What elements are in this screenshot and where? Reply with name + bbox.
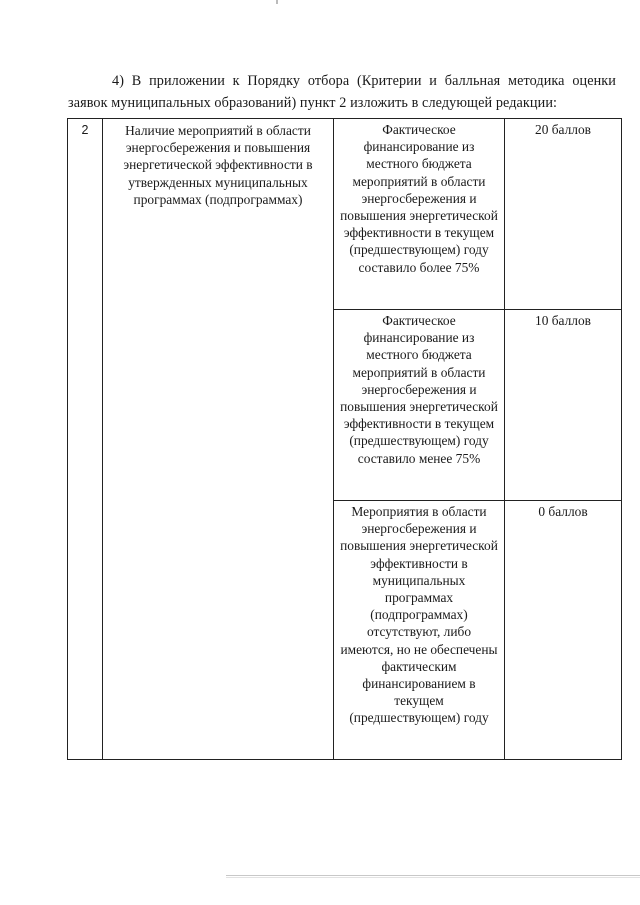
item-number-cell <box>68 119 103 760</box>
points-cell <box>505 310 622 501</box>
criterion-cell <box>103 119 334 760</box>
condition-text: Фактическое финансирование из местного бюджета мероприятий в области энергосбережения и повышения энергетической эффективности в текущем (предшествующем) году составило менее 75% <box>340 313 498 466</box>
condition-cell <box>334 310 505 501</box>
table-row <box>68 119 622 310</box>
condition-cell <box>334 119 505 310</box>
page-edge-line <box>226 877 640 878</box>
intro-paragraph: 4) В приложении к Порядку отбора (Критерии и балльная методика оценки заявок муниципальных образований) пункт 2 изложить в следующей редакции: <box>68 73 616 112</box>
condition-text: Мероприятия в области энергосбережения и повышения энергетической эффективности в муниципальных программах (подпрограммах) отсутствуют, либо имеются, но не обеспечены фактическим финансированием в текущем (предшествующем) году <box>340 504 498 726</box>
condition-cell <box>334 501 505 760</box>
points-text: 0 баллов <box>538 504 588 519</box>
points-text: 10 баллов <box>535 313 591 328</box>
points-cell <box>505 501 622 760</box>
page-edge-line <box>226 875 640 876</box>
criteria-table <box>67 118 622 760</box>
condition-text: Фактическое финансирование из местного бюджета мероприятий в области энергосбережения и повышения энергетической эффективности в текущем (предшествующем) году составило более 75% <box>340 122 498 275</box>
points-cell <box>505 119 622 310</box>
criterion-text: Наличие мероприятий в области энергосбережения и повышения энергетической эффективности в утвержденных муниципальных программах (подпрограммах) <box>123 123 313 207</box>
scan-mark <box>276 0 278 4</box>
item-number: 2 <box>81 123 89 137</box>
points-text: 20 баллов <box>535 122 591 137</box>
